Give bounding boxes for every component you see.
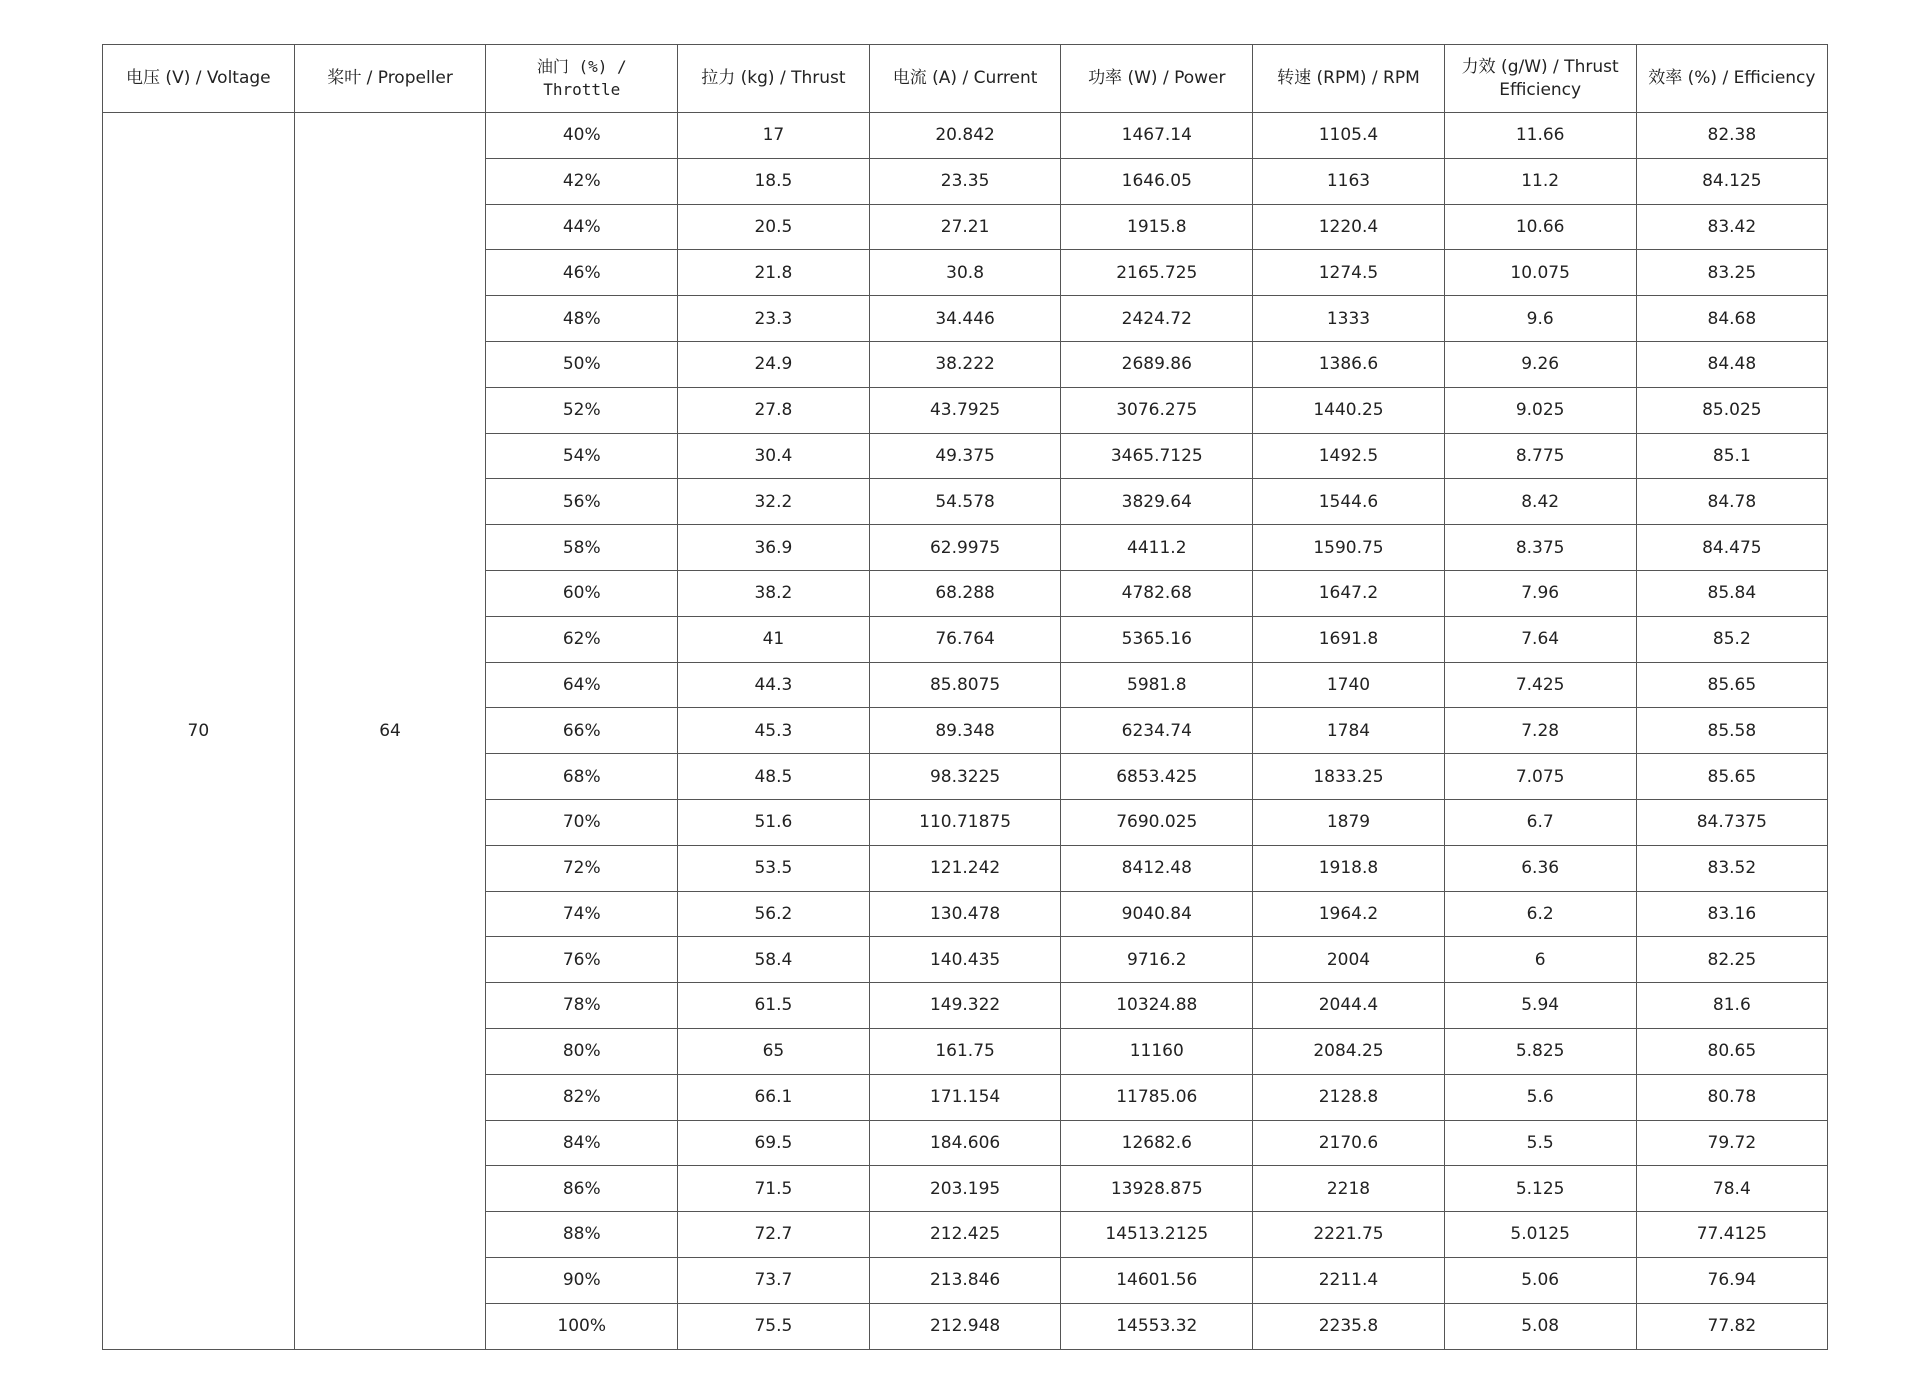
cell-power: 9716.2 <box>1061 937 1253 983</box>
cell-thrust-efficiency: 8.42 <box>1444 479 1636 525</box>
cell-current: 20.842 <box>869 113 1061 159</box>
cell-rpm: 1386.6 <box>1253 341 1445 387</box>
cell-rpm: 2235.8 <box>1253 1303 1445 1349</box>
cell-current: 203.195 <box>869 1166 1061 1212</box>
table-row <box>103 113 1828 159</box>
header-current: 电流 (A) / Current <box>869 45 1061 113</box>
cell-rpm: 1918.8 <box>1253 845 1445 891</box>
cell-efficiency: 85.65 <box>1636 662 1828 708</box>
cell-thrust: 69.5 <box>678 1120 870 1166</box>
cell-power: 2689.86 <box>1061 341 1253 387</box>
cell-efficiency: 84.68 <box>1636 296 1828 342</box>
cell-thrust-efficiency: 5.125 <box>1444 1166 1636 1212</box>
cell-power: 1467.14 <box>1061 113 1253 159</box>
cell-throttle: 42% <box>486 158 678 204</box>
cell-throttle: 56% <box>486 479 678 525</box>
cell-efficiency: 84.78 <box>1636 479 1828 525</box>
header-power: 功率 (W) / Power <box>1061 45 1253 113</box>
cell-power: 11160 <box>1061 1028 1253 1074</box>
cell-rpm: 1964.2 <box>1253 891 1445 937</box>
cell-thrust: 51.6 <box>678 799 870 845</box>
cell-efficiency: 81.6 <box>1636 983 1828 1029</box>
cell-thrust-efficiency: 6.2 <box>1444 891 1636 937</box>
cell-current: 140.435 <box>869 937 1061 983</box>
cell-rpm: 1492.5 <box>1253 433 1445 479</box>
cell-voltage: 70 <box>103 113 295 1350</box>
cell-current: 184.606 <box>869 1120 1061 1166</box>
cell-efficiency: 79.72 <box>1636 1120 1828 1166</box>
cell-thrust: 48.5 <box>678 754 870 800</box>
cell-rpm: 2221.75 <box>1253 1212 1445 1258</box>
cell-power: 2424.72 <box>1061 296 1253 342</box>
cell-power: 3829.64 <box>1061 479 1253 525</box>
cell-power: 8412.48 <box>1061 845 1253 891</box>
cell-thrust-efficiency: 6.7 <box>1444 799 1636 845</box>
cell-power: 6234.74 <box>1061 708 1253 754</box>
cell-thrust: 32.2 <box>678 479 870 525</box>
header-throttle-line2: Throttle <box>543 79 621 99</box>
cell-throttle: 100% <box>486 1303 678 1349</box>
cell-thrust-efficiency: 7.28 <box>1444 708 1636 754</box>
cell-throttle: 66% <box>486 708 678 754</box>
cell-power: 1915.8 <box>1061 204 1253 250</box>
cell-efficiency: 84.475 <box>1636 525 1828 571</box>
cell-thrust-efficiency: 8.775 <box>1444 433 1636 479</box>
cell-throttle: 70% <box>486 799 678 845</box>
cell-thrust-efficiency: 5.5 <box>1444 1120 1636 1166</box>
cell-rpm: 2211.4 <box>1253 1257 1445 1303</box>
cell-throttle: 82% <box>486 1074 678 1120</box>
cell-thrust: 21.8 <box>678 250 870 296</box>
cell-efficiency: 85.65 <box>1636 754 1828 800</box>
table-header <box>103 45 1828 113</box>
cell-thrust: 23.3 <box>678 296 870 342</box>
cell-rpm: 1440.25 <box>1253 387 1445 433</box>
cell-current: 27.21 <box>869 204 1061 250</box>
cell-current: 23.35 <box>869 158 1061 204</box>
cell-thrust-efficiency: 11.2 <box>1444 158 1636 204</box>
cell-throttle: 86% <box>486 1166 678 1212</box>
cell-efficiency: 85.1 <box>1636 433 1828 479</box>
cell-current: 161.75 <box>869 1028 1061 1074</box>
cell-thrust: 65 <box>678 1028 870 1074</box>
cell-power: 12682.6 <box>1061 1120 1253 1166</box>
cell-current: 212.425 <box>869 1212 1061 1258</box>
cell-thrust: 58.4 <box>678 937 870 983</box>
cell-rpm: 2170.6 <box>1253 1120 1445 1166</box>
cell-current: 85.8075 <box>869 662 1061 708</box>
cell-thrust: 38.2 <box>678 570 870 616</box>
cell-current: 110.71875 <box>869 799 1061 845</box>
cell-throttle: 74% <box>486 891 678 937</box>
cell-efficiency: 82.25 <box>1636 937 1828 983</box>
cell-rpm: 2044.4 <box>1253 983 1445 1029</box>
cell-thrust-efficiency: 5.825 <box>1444 1028 1636 1074</box>
cell-power: 3465.7125 <box>1061 433 1253 479</box>
cell-thrust-efficiency: 9.025 <box>1444 387 1636 433</box>
cell-thrust-efficiency: 8.375 <box>1444 525 1636 571</box>
cell-efficiency: 80.78 <box>1636 1074 1828 1120</box>
cell-rpm: 1879 <box>1253 799 1445 845</box>
cell-current: 30.8 <box>869 250 1061 296</box>
cell-power: 5981.8 <box>1061 662 1253 708</box>
cell-thrust-efficiency: 9.6 <box>1444 296 1636 342</box>
cell-throttle: 84% <box>486 1120 678 1166</box>
cell-thrust: 18.5 <box>678 158 870 204</box>
cell-rpm: 1784 <box>1253 708 1445 754</box>
cell-thrust: 41 <box>678 616 870 662</box>
cell-throttle: 88% <box>486 1212 678 1258</box>
cell-thrust-efficiency: 10.075 <box>1444 250 1636 296</box>
cell-power: 5365.16 <box>1061 616 1253 662</box>
cell-efficiency: 85.025 <box>1636 387 1828 433</box>
cell-rpm: 1544.6 <box>1253 479 1445 525</box>
header-efficiency: 效率 (%) / Efficiency <box>1636 45 1828 113</box>
cell-rpm: 2004 <box>1253 937 1445 983</box>
cell-thrust-efficiency: 11.66 <box>1444 113 1636 159</box>
header-throttle-line1: 油门 (%) / <box>536 57 627 77</box>
cell-current: 76.764 <box>869 616 1061 662</box>
cell-thrust: 75.5 <box>678 1303 870 1349</box>
cell-throttle: 78% <box>486 983 678 1029</box>
cell-throttle: 48% <box>486 296 678 342</box>
cell-current: 43.7925 <box>869 387 1061 433</box>
cell-power: 13928.875 <box>1061 1166 1253 1212</box>
cell-power: 6853.425 <box>1061 754 1253 800</box>
cell-thrust-efficiency: 7.075 <box>1444 754 1636 800</box>
cell-power: 2165.725 <box>1061 250 1253 296</box>
cell-rpm: 1647.2 <box>1253 570 1445 616</box>
cell-current: 38.222 <box>869 341 1061 387</box>
cell-throttle: 60% <box>486 570 678 616</box>
cell-current: 213.846 <box>869 1257 1061 1303</box>
cell-power: 14601.56 <box>1061 1257 1253 1303</box>
cell-thrust: 66.1 <box>678 1074 870 1120</box>
cell-thrust-efficiency: 5.06 <box>1444 1257 1636 1303</box>
cell-power: 11785.06 <box>1061 1074 1253 1120</box>
cell-rpm: 1274.5 <box>1253 250 1445 296</box>
cell-current: 171.154 <box>869 1074 1061 1120</box>
cell-current: 130.478 <box>869 891 1061 937</box>
cell-propeller: 64 <box>294 113 486 1350</box>
cell-thrust-efficiency: 6 <box>1444 937 1636 983</box>
cell-thrust-efficiency: 7.425 <box>1444 662 1636 708</box>
cell-thrust: 44.3 <box>678 662 870 708</box>
cell-thrust: 72.7 <box>678 1212 870 1258</box>
cell-efficiency: 77.4125 <box>1636 1212 1828 1258</box>
cell-throttle: 76% <box>486 937 678 983</box>
cell-thrust: 24.9 <box>678 341 870 387</box>
cell-current: 89.348 <box>869 708 1061 754</box>
cell-thrust-efficiency: 7.64 <box>1444 616 1636 662</box>
cell-thrust: 61.5 <box>678 983 870 1029</box>
cell-current: 49.375 <box>869 433 1061 479</box>
cell-throttle: 44% <box>486 204 678 250</box>
cell-current: 212.948 <box>869 1303 1061 1349</box>
cell-throttle: 52% <box>486 387 678 433</box>
cell-rpm: 1590.75 <box>1253 525 1445 571</box>
cell-power: 14513.2125 <box>1061 1212 1253 1258</box>
cell-power: 9040.84 <box>1061 891 1253 937</box>
cell-power: 7690.025 <box>1061 799 1253 845</box>
header-propeller: 桨叶 / Propeller <box>294 45 486 113</box>
cell-efficiency: 80.65 <box>1636 1028 1828 1074</box>
cell-rpm: 1105.4 <box>1253 113 1445 159</box>
cell-rpm: 1691.8 <box>1253 616 1445 662</box>
cell-throttle: 50% <box>486 341 678 387</box>
cell-efficiency: 85.84 <box>1636 570 1828 616</box>
header-thrust-efficiency: 力效 (g/W) / Thrust Efficiency <box>1444 45 1636 113</box>
cell-throttle: 54% <box>486 433 678 479</box>
cell-power: 10324.88 <box>1061 983 1253 1029</box>
cell-thrust-efficiency: 5.94 <box>1444 983 1636 1029</box>
cell-throttle: 58% <box>486 525 678 571</box>
cell-thrust-efficiency: 6.36 <box>1444 845 1636 891</box>
cell-efficiency: 76.94 <box>1636 1257 1828 1303</box>
cell-efficiency: 83.42 <box>1636 204 1828 250</box>
cell-thrust: 30.4 <box>678 433 870 479</box>
cell-thrust: 73.7 <box>678 1257 870 1303</box>
cell-rpm: 2218 <box>1253 1166 1445 1212</box>
header-voltage: 电压 (V) / Voltage <box>103 45 295 113</box>
cell-rpm: 1833.25 <box>1253 754 1445 800</box>
cell-throttle: 40% <box>486 113 678 159</box>
table-body <box>103 113 1828 1350</box>
header-row <box>103 45 1828 113</box>
cell-power: 4411.2 <box>1061 525 1253 571</box>
cell-efficiency: 85.2 <box>1636 616 1828 662</box>
cell-rpm: 1333 <box>1253 296 1445 342</box>
cell-throttle: 90% <box>486 1257 678 1303</box>
cell-current: 62.9975 <box>869 525 1061 571</box>
cell-power: 14553.32 <box>1061 1303 1253 1349</box>
cell-throttle: 68% <box>486 754 678 800</box>
cell-thrust-efficiency: 5.6 <box>1444 1074 1636 1120</box>
performance-table <box>102 44 1828 1350</box>
cell-rpm: 1220.4 <box>1253 204 1445 250</box>
cell-efficiency: 84.7375 <box>1636 799 1828 845</box>
cell-throttle: 80% <box>486 1028 678 1074</box>
cell-efficiency: 83.16 <box>1636 891 1828 937</box>
cell-efficiency: 78.4 <box>1636 1166 1828 1212</box>
cell-thrust: 27.8 <box>678 387 870 433</box>
cell-efficiency: 84.125 <box>1636 158 1828 204</box>
cell-thrust: 53.5 <box>678 845 870 891</box>
cell-current: 121.242 <box>869 845 1061 891</box>
cell-power: 3076.275 <box>1061 387 1253 433</box>
cell-thrust-efficiency: 5.08 <box>1444 1303 1636 1349</box>
cell-thrust-efficiency: 9.26 <box>1444 341 1636 387</box>
cell-current: 98.3225 <box>869 754 1061 800</box>
header-thrust: 拉力 (kg) / Thrust <box>678 45 870 113</box>
cell-thrust: 45.3 <box>678 708 870 754</box>
cell-power: 1646.05 <box>1061 158 1253 204</box>
cell-thrust: 56.2 <box>678 891 870 937</box>
cell-thrust: 36.9 <box>678 525 870 571</box>
cell-thrust-efficiency: 10.66 <box>1444 204 1636 250</box>
cell-current: 34.446 <box>869 296 1061 342</box>
cell-thrust-efficiency: 5.0125 <box>1444 1212 1636 1258</box>
cell-current: 149.322 <box>869 983 1061 1029</box>
cell-thrust: 20.5 <box>678 204 870 250</box>
cell-rpm: 1740 <box>1253 662 1445 708</box>
cell-efficiency: 84.48 <box>1636 341 1828 387</box>
cell-rpm: 1163 <box>1253 158 1445 204</box>
header-rpm: 转速 (RPM) / RPM <box>1253 45 1445 113</box>
cell-throttle: 64% <box>486 662 678 708</box>
cell-efficiency: 77.82 <box>1636 1303 1828 1349</box>
cell-efficiency: 85.58 <box>1636 708 1828 754</box>
cell-current: 68.288 <box>869 570 1061 616</box>
cell-thrust: 17 <box>678 113 870 159</box>
cell-thrust-efficiency: 7.96 <box>1444 570 1636 616</box>
cell-throttle: 62% <box>486 616 678 662</box>
cell-throttle: 72% <box>486 845 678 891</box>
header-throttle <box>486 45 678 113</box>
cell-efficiency: 82.38 <box>1636 113 1828 159</box>
cell-thrust: 71.5 <box>678 1166 870 1212</box>
cell-current: 54.578 <box>869 479 1061 525</box>
cell-rpm: 2084.25 <box>1253 1028 1445 1074</box>
cell-power: 4782.68 <box>1061 570 1253 616</box>
cell-throttle: 46% <box>486 250 678 296</box>
cell-efficiency: 83.52 <box>1636 845 1828 891</box>
cell-rpm: 2128.8 <box>1253 1074 1445 1120</box>
cell-efficiency: 83.25 <box>1636 250 1828 296</box>
